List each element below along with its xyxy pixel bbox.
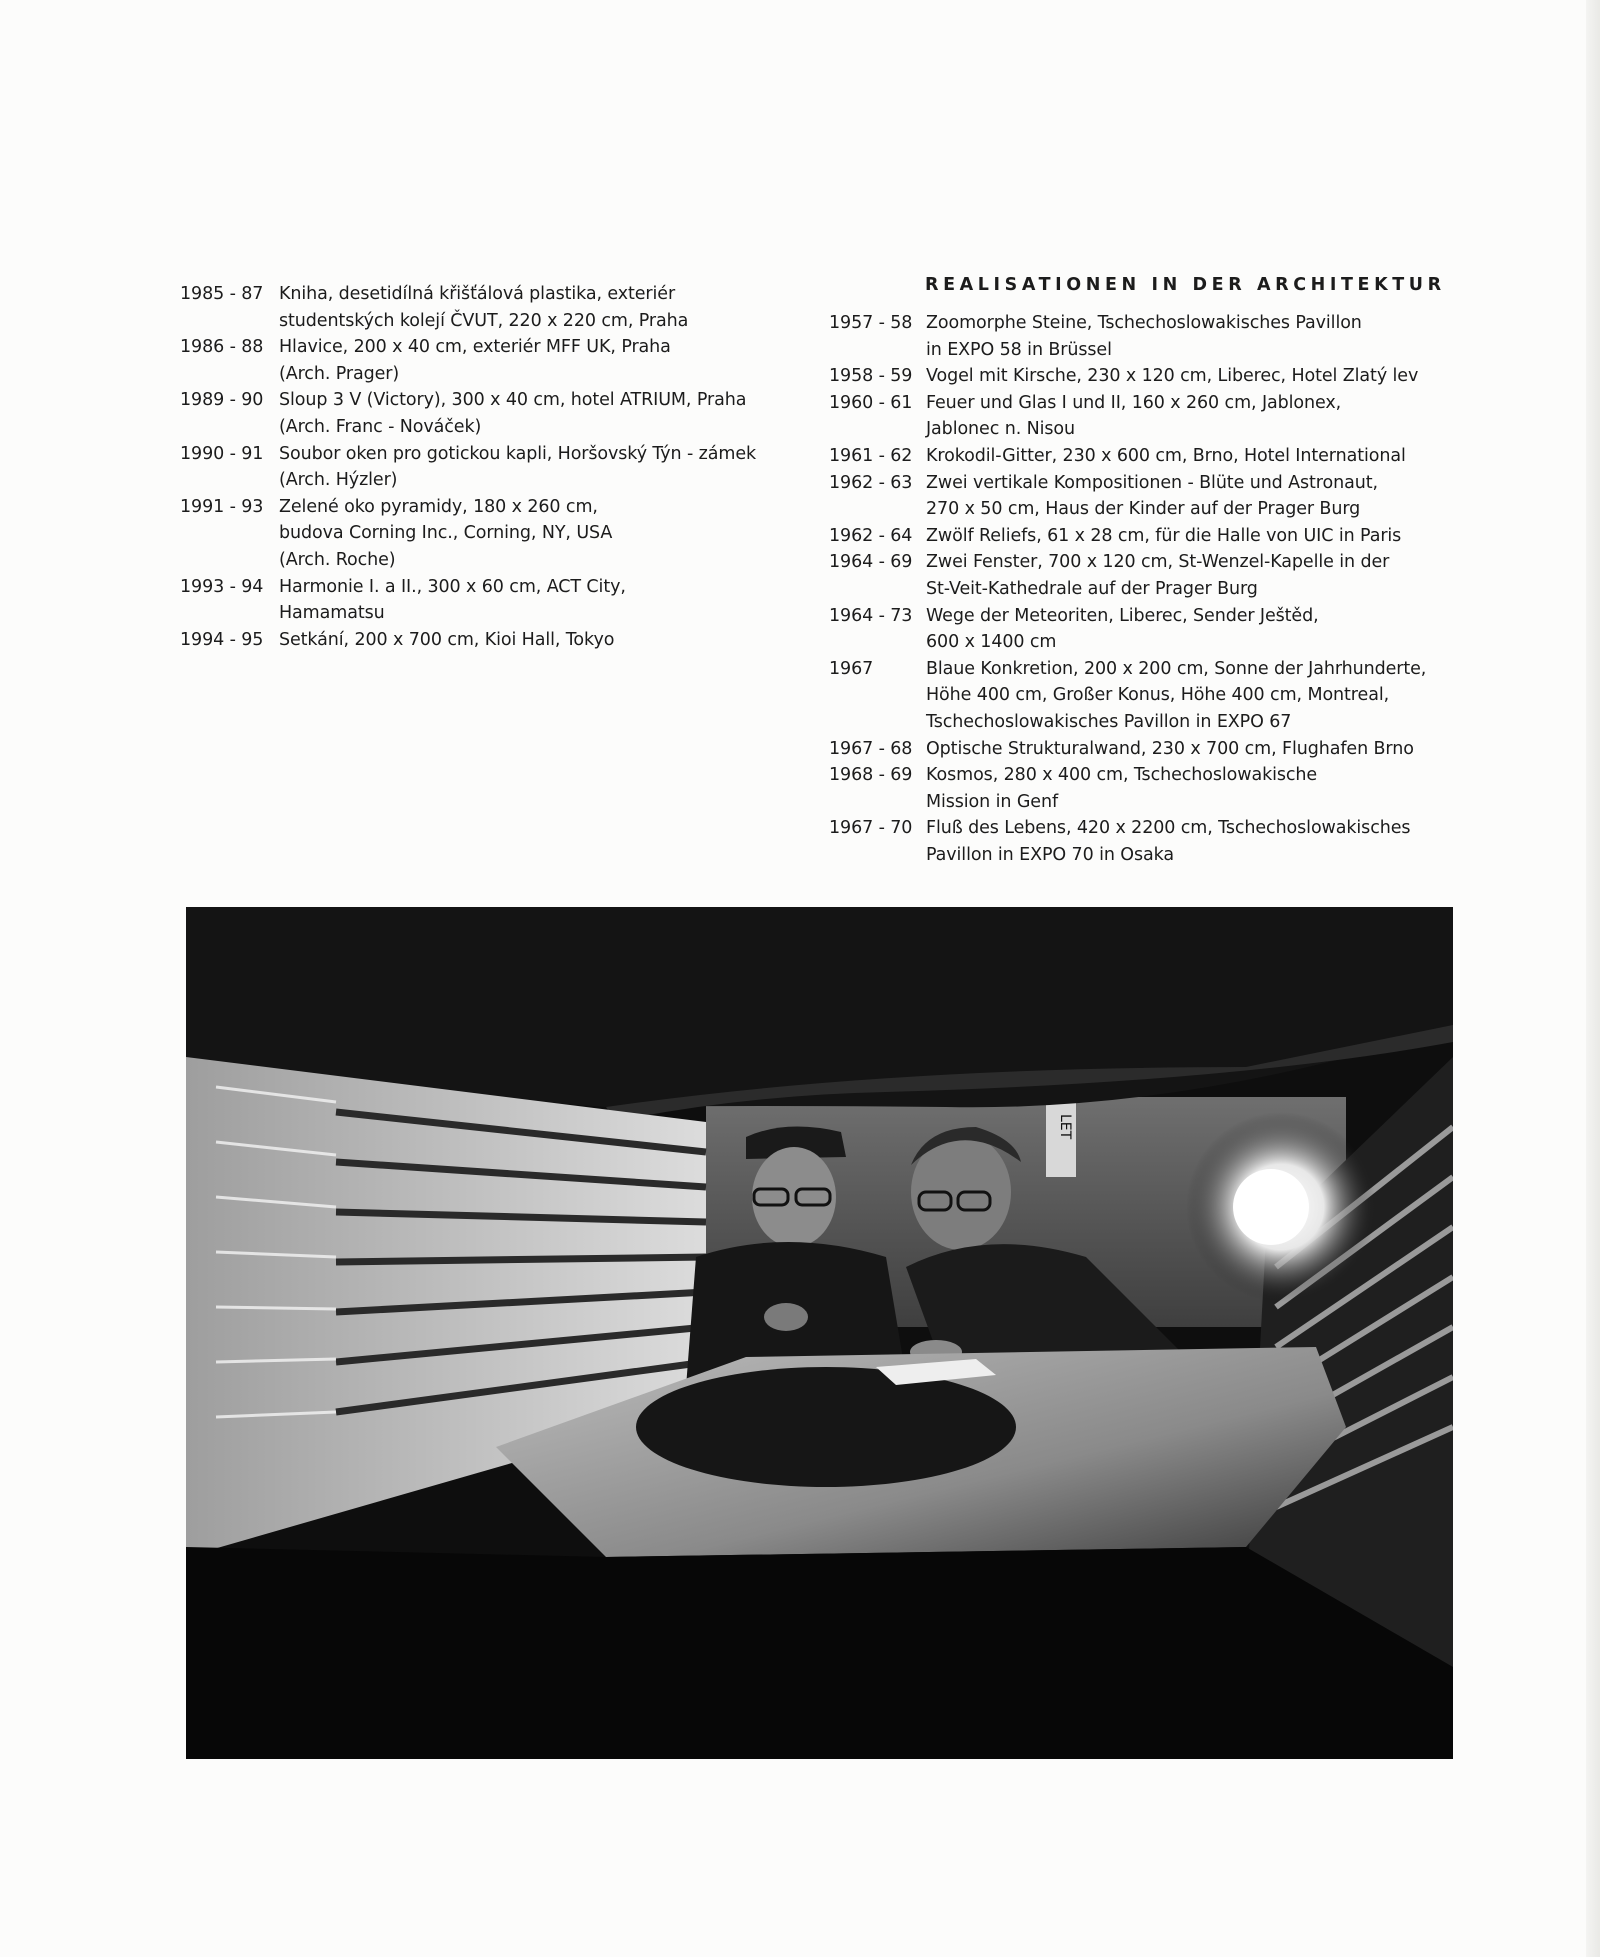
- entry-description: [926, 523, 1469, 550]
- section-heading: REALISATIONEN IN DER ARCHITEKTUR: [925, 275, 1446, 295]
- entry-year: 1985 - 87: [180, 284, 264, 304]
- entry-line: Setkání, 200 x 700 cm, Kioi Hall, Tokyo: [279, 629, 615, 650]
- entry-line: Vogel mit Kirsche, 230 x 120 cm, Liberec, Hotel Zlatý lev: [926, 366, 1419, 387]
- entry-year: 1994 - 95: [180, 629, 264, 650]
- entry-line: 270 x 50 cm, Haus der Kinder auf der Prager Burg: [926, 499, 1361, 520]
- list-item: [829, 736, 1469, 763]
- entry-line: (Arch. Roche): [279, 549, 396, 570]
- entry-year: 1968 - 69: [829, 765, 913, 786]
- entry-line: 600 x 1400 cm: [926, 632, 1057, 653]
- list-item: [829, 815, 1469, 868]
- photo-illustration: [186, 907, 1453, 1759]
- entry-description: [279, 387, 780, 440]
- list-item: [180, 334, 780, 387]
- left-works-list: [180, 281, 780, 653]
- entry-line: Zelené oko pyramidy, 180 x 260 cm,: [279, 496, 598, 517]
- entry-line: Soubor oken pro gotickou kapli, Horšovský Týn - zámek: [279, 443, 757, 464]
- entry-description: [926, 390, 1469, 443]
- list-item: [829, 310, 1469, 363]
- entry-description: [926, 310, 1469, 363]
- entry-year: 1964 - 69: [829, 552, 913, 573]
- entry-line: Hlavice, 200 x 40 cm, exteriér MFF UK, Praha: [279, 337, 671, 358]
- entry-line: Kniha, desetidílná křišťálová plastika, exteriér: [279, 284, 676, 304]
- entry-description: [279, 627, 780, 654]
- entry-year: 1991 - 93: [180, 496, 264, 517]
- entry-line: (Arch. Franc - Nováček): [279, 416, 482, 437]
- entry-line: Hamamatsu: [279, 603, 385, 624]
- entry-year: 1993 - 94: [180, 576, 264, 597]
- entry-description: [279, 441, 780, 494]
- entry-year: 1967: [829, 658, 874, 679]
- entry-line: Wege der Meteoriten, Liberec, Sender Ještěd,: [926, 605, 1319, 626]
- entry-line: Höhe 400 cm, Großer Konus, Höhe 400 cm, Montreal,: [926, 685, 1390, 706]
- entry-description: [279, 281, 780, 334]
- right-entries: [829, 310, 1469, 868]
- list-item: [180, 441, 780, 494]
- list-item: [180, 281, 780, 334]
- entry-line: Zwei vertikale Kompositionen - Blüte und Astronaut,: [926, 472, 1378, 493]
- entry-line: (Arch. Hýzler): [279, 470, 398, 491]
- entry-line: Jablonec n. Nisou: [926, 419, 1075, 440]
- list-item: [829, 656, 1469, 736]
- entry-line: Zoomorphe Steine, Tschechoslowakisches Pavillon: [926, 313, 1362, 333]
- list-item: [180, 627, 780, 654]
- entry-description: [279, 334, 780, 387]
- entry-year: 1962 - 64: [829, 525, 913, 546]
- entry-line: Zwölf Reliefs, 61 x 28 cm, für die Halle von UIC in Paris: [926, 525, 1402, 546]
- entry-line: in EXPO 58 in Brüssel: [926, 339, 1112, 360]
- entry-description: [926, 736, 1469, 763]
- entry-line: Kosmos, 280 x 400 cm, Tschechoslowakische: [926, 765, 1318, 786]
- entry-year: 1961 - 62: [829, 445, 913, 466]
- entry-line: Optische Strukturalwand, 230 x 700 cm, Flughafen Brno: [926, 738, 1414, 759]
- entry-year: 1958 - 59: [829, 366, 913, 387]
- entry-line: Zwei Fenster, 700 x 120 cm, St-Wenzel-Kapelle in der: [926, 552, 1390, 573]
- entry-year: 1967 - 70: [829, 818, 913, 839]
- entry-line: Harmonie I. a II., 300 x 60 cm, ACT City,: [279, 576, 626, 597]
- entry-year: 1957 - 58: [829, 313, 913, 333]
- list-item: [180, 387, 780, 440]
- list-item: [829, 762, 1469, 815]
- entry-line: Sloup 3 V (Victory), 300 x 40 cm, hotel ATRIUM, Praha: [279, 390, 747, 411]
- entry-line: Krokodil-Gitter, 230 x 600 cm, Brno, Hotel International: [926, 445, 1406, 466]
- list-item: [829, 443, 1469, 470]
- entry-line: budova Corning Inc., Corning, NY, USA: [279, 523, 613, 544]
- entry-year: 1962 - 63: [829, 472, 913, 493]
- list-item: [829, 603, 1469, 656]
- list-item: [829, 549, 1469, 602]
- entry-line: Tschechoslowakisches Pavillon in EXPO 67: [926, 711, 1292, 732]
- page-edge: [1586, 0, 1600, 1957]
- entry-description: [926, 443, 1469, 470]
- entry-line: Blaue Konkretion, 200 x 200 cm, Sonne der Jahrhunderte,: [926, 658, 1427, 679]
- entry-description: [926, 762, 1469, 815]
- entry-line: Feuer und Glas I und II, 160 x 260 cm, Jablonex,: [926, 392, 1342, 413]
- list-item: [829, 523, 1469, 550]
- entry-description: [926, 603, 1469, 656]
- entry-year: 1964 - 73: [829, 605, 913, 626]
- right-works-list: [829, 272, 1469, 868]
- photograph: [186, 907, 1453, 1759]
- entry-year: 1967 - 68: [829, 738, 913, 759]
- entry-description: [279, 494, 780, 574]
- sign-text: LET: [1057, 1114, 1073, 1140]
- list-item: [180, 494, 780, 574]
- entry-year: 1986 - 88: [180, 337, 264, 358]
- entry-description: [926, 470, 1469, 523]
- entry-description: [926, 656, 1469, 736]
- entry-description: [279, 574, 780, 627]
- entry-line: (Arch. Prager): [279, 363, 400, 384]
- entry-year: 1989 - 90: [180, 390, 264, 411]
- entry-line: Mission in Genf: [926, 791, 1059, 812]
- entry-description: [926, 363, 1469, 390]
- entry-year: 1990 - 91: [180, 443, 264, 464]
- entry-year: 1960 - 61: [829, 392, 913, 413]
- entry-line: studentských kolejí ČVUT, 220 x 220 cm, Praha: [279, 310, 689, 331]
- entry-description: [926, 549, 1469, 602]
- list-item: [829, 470, 1469, 523]
- entry-line: Fluß des Lebens, 420 x 2200 cm, Tschechoslowakisches: [926, 818, 1411, 839]
- entry-description: [926, 815, 1469, 868]
- list-item: [829, 390, 1469, 443]
- left-entries: [180, 281, 780, 653]
- entry-line: Pavillon in EXPO 70 in Osaka: [926, 844, 1174, 865]
- list-item: [180, 574, 780, 627]
- list-item: [829, 363, 1469, 390]
- entry-line: St-Veit-Kathedrale auf der Prager Burg: [926, 578, 1258, 599]
